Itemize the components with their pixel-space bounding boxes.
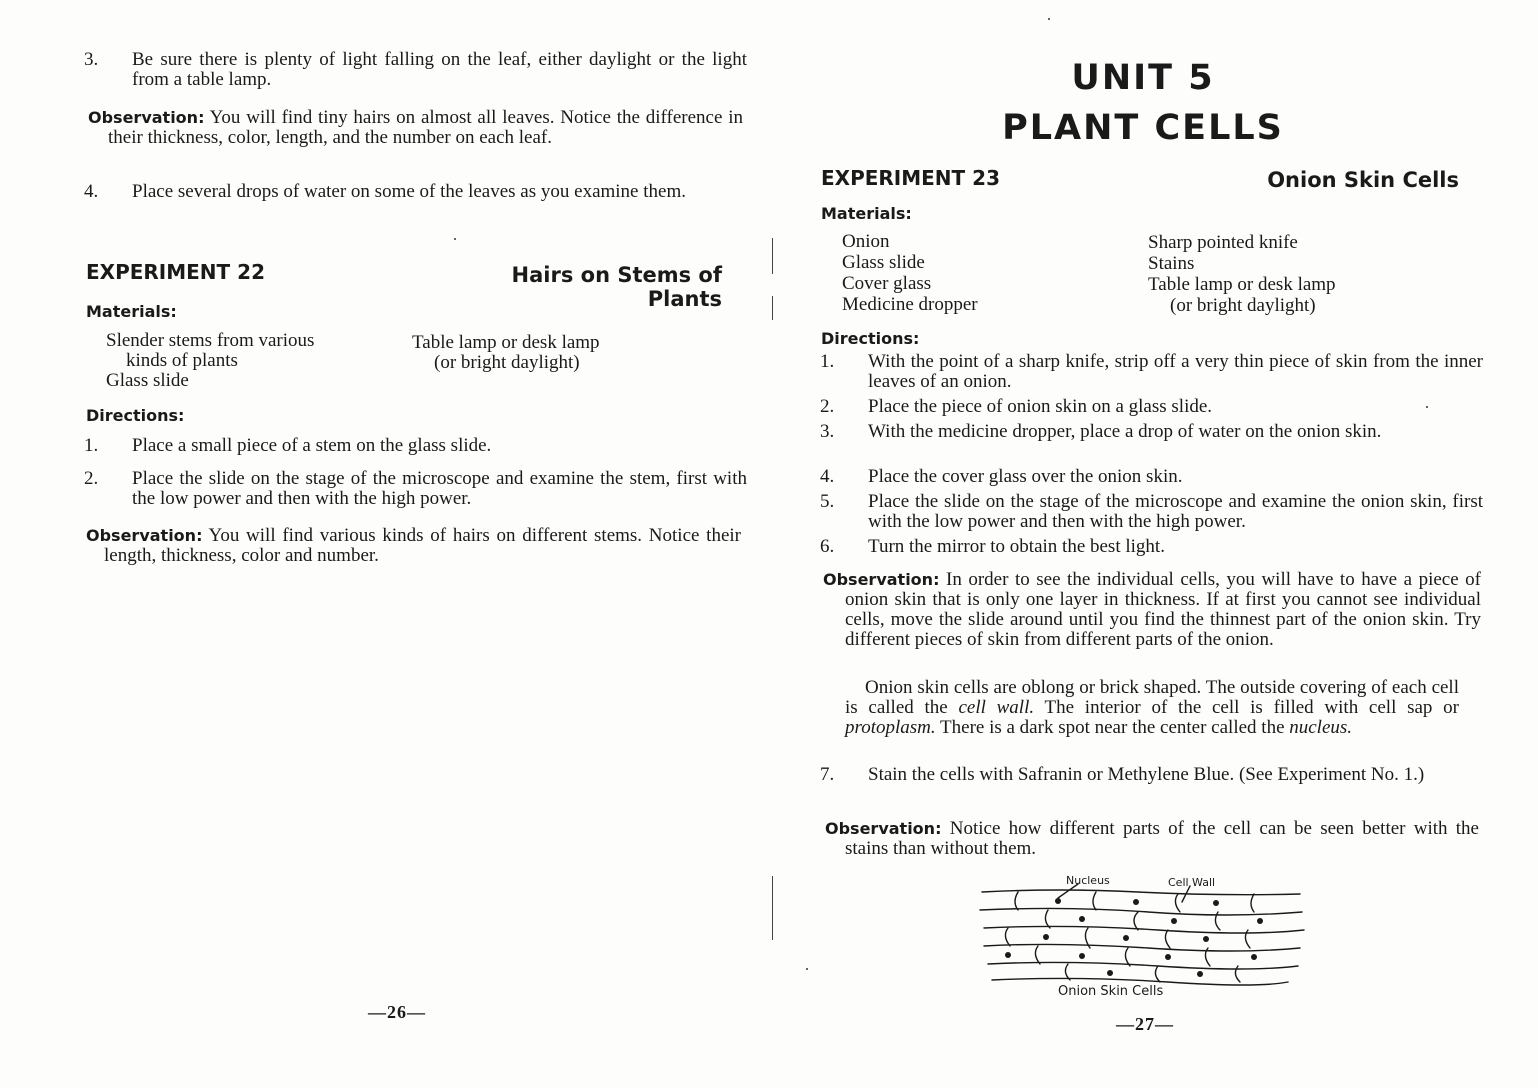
experiment-title: Onion Skin Cells: [1267, 168, 1459, 192]
material-item: Stains: [1148, 253, 1195, 274]
material-item: Onion: [842, 231, 890, 252]
observation-label: Observation:: [88, 108, 205, 127]
cell-wall-line: [1175, 894, 1180, 912]
cell-wall-line: [1251, 894, 1254, 912]
step-text: Turn the mirror to obtain the best light.: [868, 536, 1165, 557]
nucleus-dot: [1005, 952, 1011, 958]
nucleus-dot: [1203, 936, 1209, 942]
cell-wall-line: [1093, 892, 1096, 910]
unit-number: UNIT 5: [1071, 58, 1215, 98]
nucleus-dot: [1079, 916, 1085, 922]
cell-description: [845, 678, 1459, 738]
nucleus-dot: [1257, 918, 1263, 924]
cell-wall-line: [988, 962, 1298, 969]
figure-caption: Onion Skin Cells: [1058, 984, 1164, 999]
step-number: 5.: [820, 491, 835, 512]
experiment-title: Hairs on Stems of Plants: [511, 263, 722, 311]
observation-text: In order to see the individual cells, you will have to have a piece of onion skin that is only one layer in thickness. If at first you cannot see individual cells, move the slide around until you find the thinnest part of the onion skin. Try different pieces of skin from different parts of the onion.: [845, 569, 1481, 650]
materials-column-2: [1148, 232, 1448, 316]
cell-wall-line: [984, 944, 1300, 951]
material-item: Cover glass: [842, 273, 932, 294]
materials-label: Materials:: [86, 302, 177, 321]
observation-1: [823, 570, 1481, 650]
observation-text: You will find various kinds of hairs on different stems. Notice their length, thickness, color and number.: [104, 525, 741, 566]
term-protoplasm: protoplasm.: [845, 717, 936, 738]
nucleus-dot: [1043, 934, 1049, 940]
step-4: [84, 181, 747, 202]
material-item: Sharp pointed knife: [1148, 232, 1298, 253]
cell-wall-line: [1035, 946, 1040, 964]
cell-wall-line: [1065, 964, 1070, 980]
observation-text: You will find tiny hairs on almost all leaves. Notice the difference in their thickness, color, length, and the number on each leaf.: [108, 107, 744, 148]
experiment-heading: EXPERIMENT 23: [821, 166, 1000, 190]
nucleus-dot: [1197, 971, 1203, 977]
direction-1: [820, 351, 1483, 392]
nucleus-dot: [1055, 898, 1061, 904]
material-item: Slender stems from various: [106, 330, 315, 351]
nucleus-dot: [1165, 954, 1171, 960]
step-text: Place the slide on the stage of the microscope and examine the stem, first with the low power and then with the high power.: [132, 468, 747, 509]
nucleus-dot: [1107, 970, 1113, 976]
step-text: Stain the cells with Safranin or Methylene Blue. (See Experiment No. 1.): [868, 764, 1425, 785]
direction-1: [84, 435, 747, 456]
onion-skin-figure: [978, 872, 1308, 1004]
cell-wall-line: [1015, 892, 1018, 910]
observation-label: Observation:: [825, 819, 942, 838]
step-number: 3.: [84, 49, 99, 70]
materials-column-1: [106, 331, 396, 391]
materials-column-1: [842, 231, 1132, 315]
cell-wall-line: [1134, 912, 1138, 930]
observation-label: Observation:: [86, 526, 203, 545]
cell-wall-line: [1125, 948, 1130, 966]
step-text: Place the piece of onion skin on a glass slide.: [868, 396, 1213, 417]
direction-6: [820, 536, 1483, 557]
experiment-heading: EXPERIMENT 22: [86, 260, 265, 284]
step-text: Be sure there is plenty of light falling on the leaf, either daylight or the light from a table lamp.: [132, 49, 747, 90]
materials-column-2: [412, 333, 712, 373]
step-3: [84, 49, 747, 90]
cell-wall-line: [1005, 928, 1010, 946]
term-cell-wall: cell wall.: [958, 697, 1035, 718]
step-number: 3.: [820, 421, 835, 442]
cell-wall-line: [982, 890, 1300, 895]
term-nucleus: nucleus.: [1289, 717, 1353, 738]
description-text: The interior of the cell is filled with cell sap or: [1034, 697, 1459, 718]
direction-4: [820, 466, 1483, 487]
material-item: Table lamp or desk lamp: [412, 332, 600, 353]
direction-2: [820, 396, 1483, 417]
step-text: With the medicine dropper, place a drop of water on the onion skin.: [868, 421, 1382, 442]
step-text: Place the slide on the stage of the microscope and examine the onion skin, first with the low power and then with the high power.: [868, 491, 1483, 532]
description-text: There is a dark spot near the center called the: [935, 717, 1290, 738]
observation-text: Notice how different parts of the cell can be seen better with the stains than without them.: [845, 818, 1479, 859]
label-cell-wall: Cell Wall: [1168, 876, 1216, 889]
observation-2: [86, 526, 741, 566]
step-number: 2.: [820, 396, 835, 417]
direction-2: [84, 468, 747, 509]
directions-label: Directions:: [821, 329, 920, 348]
cell-wall-line: [1045, 910, 1050, 928]
step-text: Place a small piece of a stem on the glass slide.: [132, 435, 492, 456]
step-number: 2.: [84, 468, 99, 489]
cell-wall-line: [1165, 930, 1170, 948]
nucleus-dot: [1123, 935, 1129, 941]
nucleus-dot: [1171, 918, 1177, 924]
unit-title: PLANT CELLS: [1002, 108, 1284, 148]
materials-label: Materials:: [821, 204, 912, 223]
step-number: 4.: [820, 466, 835, 487]
step-text: With the point of a sharp knife, strip off a very thin piece of skin from the inner leaves of an onion.: [868, 351, 1483, 392]
nucleus-dot: [1133, 899, 1139, 905]
material-item: Glass slide: [106, 370, 189, 391]
page-number: —27—: [1116, 1014, 1174, 1034]
nucleus-dot: [1079, 953, 1085, 959]
page-number: —26—: [368, 1002, 426, 1022]
material-item: Table lamp or desk lamp: [1148, 274, 1336, 295]
material-item: (or bright daylight): [1170, 295, 1316, 316]
step-text: Place the cover glass over the onion skin.: [868, 466, 1183, 487]
material-item: Medicine dropper: [842, 294, 978, 315]
step-number: 4.: [84, 181, 99, 202]
observation-1: [88, 108, 743, 148]
directions-label: Directions:: [86, 406, 185, 425]
cell-wall-line: [1155, 966, 1160, 982]
direction-3: [820, 421, 1483, 442]
material-item: Glass slide: [842, 252, 925, 273]
step-text: Place several drops of water on some of the leaves as you examine them.: [132, 181, 686, 202]
material-item: (or bright daylight): [434, 352, 580, 373]
step-number: 6.: [820, 536, 835, 557]
nucleus-dot: [1213, 900, 1219, 906]
speck: [454, 238, 456, 240]
direction-5: [820, 491, 1483, 532]
step-number: 1.: [84, 435, 99, 456]
right-page: [770, 0, 1538, 1088]
step-number: 1.: [820, 351, 835, 372]
material-item: kinds of plants: [126, 350, 238, 371]
step-7: [820, 764, 1483, 785]
cell-wall-line: [984, 926, 1304, 933]
description-text: Onion skin cells are oblong or brick shaped. The outside covering of each cell is called the: [845, 677, 1459, 718]
step-number: 7.: [820, 764, 835, 785]
label-nucleus: Nucleus: [1066, 874, 1110, 887]
nucleus-dot: [1251, 954, 1257, 960]
observation-label: Observation:: [823, 570, 940, 589]
observation-2: [825, 819, 1479, 859]
